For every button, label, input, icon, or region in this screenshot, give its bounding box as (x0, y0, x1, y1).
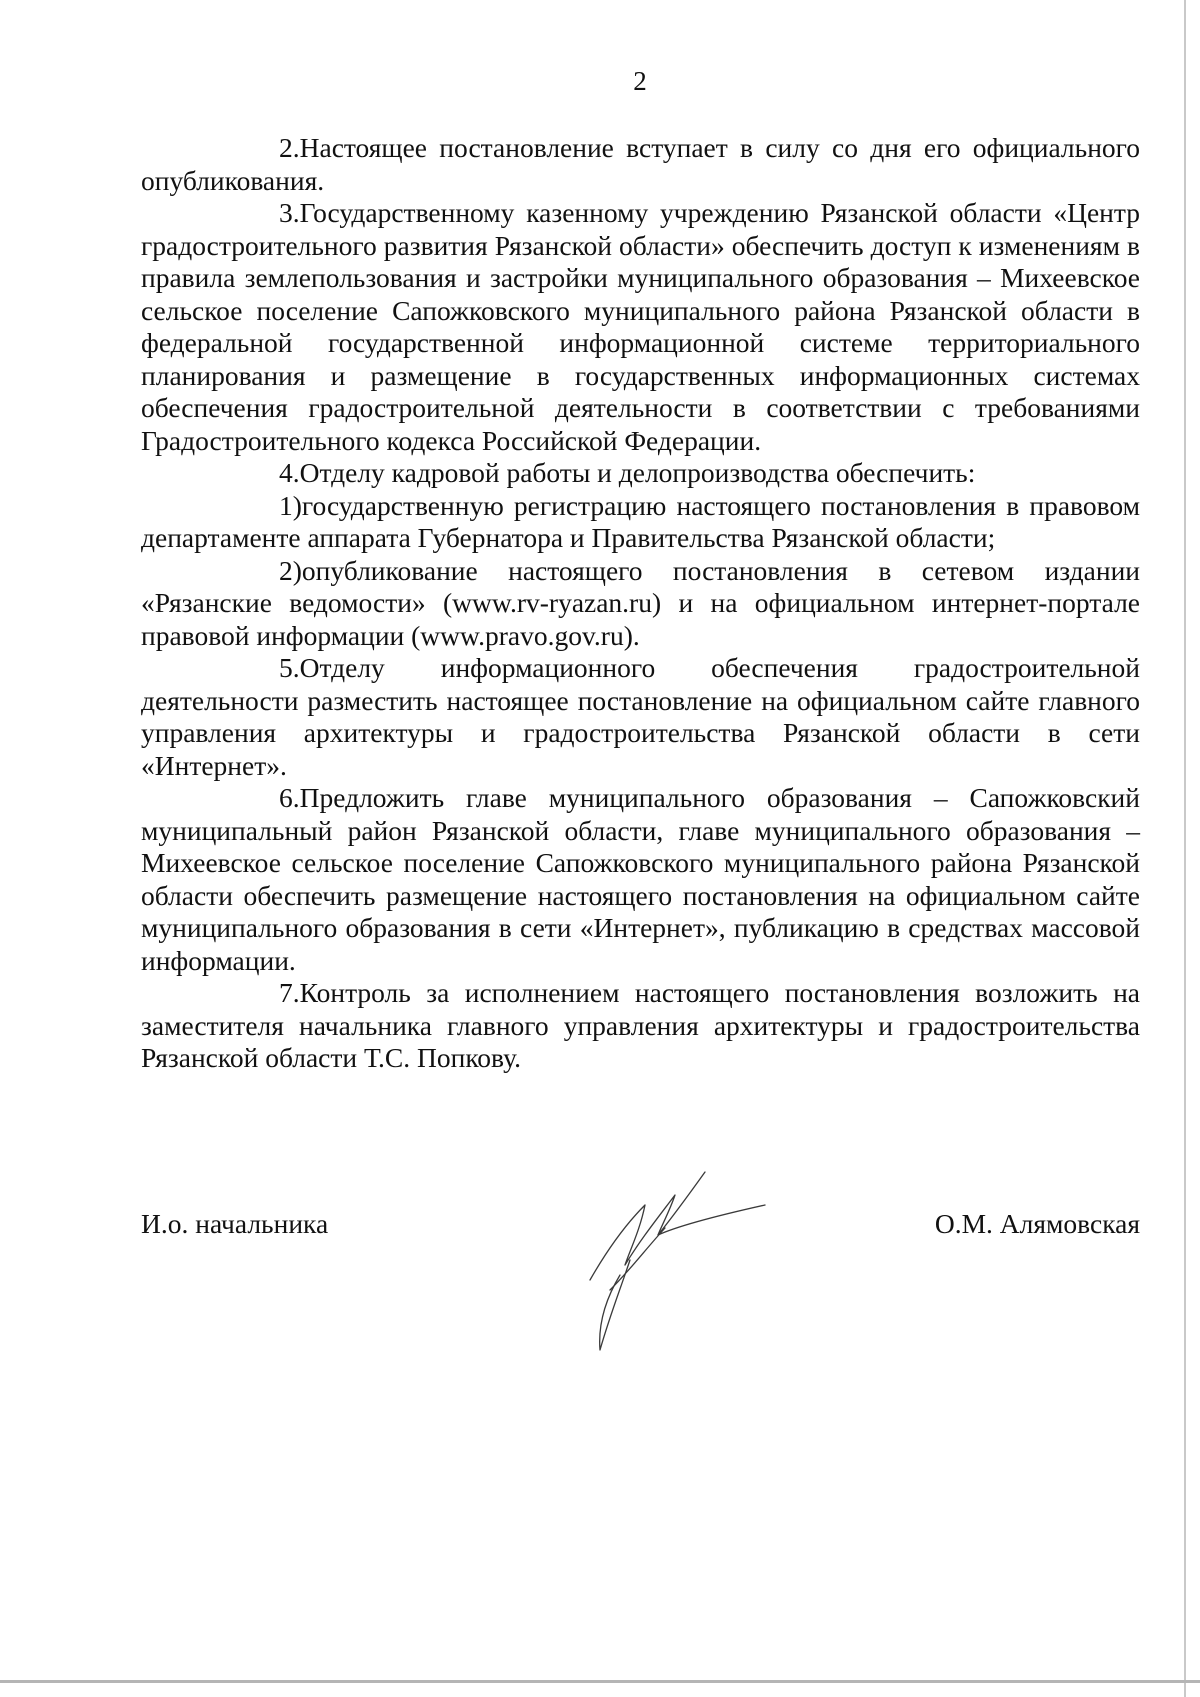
handwritten-signature (570, 1150, 810, 1360)
paragraph-4 (141, 457, 1140, 490)
paragraph-text: Отделу кадровой работы и делопроизводства обеспечить: (299, 457, 976, 488)
paragraph-7 (141, 977, 1140, 1075)
signatory-name: О.М. Алямовская (934, 1208, 1140, 1239)
paragraph-number: 2. (279, 132, 300, 163)
paragraph-text: Настоящее постановление вступает в силу со дня его официального опубликования. (141, 132, 1140, 196)
paragraph-text: государственную регистрацию настоящего постановления в правовом департаменте аппарата Губернатора и Правительства Рязанской области; (141, 489, 1140, 553)
paragraph-5 (141, 652, 1140, 782)
paragraph-text: Государственному казенному учреждению Рязанской области «Центр градостроительного развития Рязанской области» обеспечить доступ к изменениям в правила землепользования и застройки муниципального образования – Михеевское сельское поселение Сапожковского муниципального района Рязанской области в федеральной государственной информационной системе территориального планирования и размещение в государственных информационных системах обеспечения градостроительной деятельности в соответствии с требованиями Градостроительного кодекса Российской Федерации. (141, 197, 1140, 456)
paragraph-text: опубликование настоящего постановления в сетевом издании «Рязанские ведомости» (www.rv-ryazan.ru) и на официальном интернет-портале правовой информации (www.pravo.gov.ru). (141, 554, 1140, 651)
paragraph-text: Предложить главе муниципального образования – Сапожковский муниципальный район Рязанской области, главе муниципального образования – Михеевское сельское поселение Сапожковского муниципального района Рязанской области обеспечить размещение настоящего постановления на официальном сайте муниципального образования в сети «Интернет», публикацию в средствах массовой информации. (141, 782, 1140, 976)
paragraph-number: 3. (279, 197, 300, 228)
paragraph-3 (141, 197, 1140, 457)
paragraph-number: 6. (279, 782, 300, 813)
signature-strokes (590, 1172, 765, 1350)
paragraph-number: 4. (279, 457, 300, 488)
subparagraph-2 (141, 555, 1140, 653)
paragraph-text: Контроль за исполнением настоящего постановления возложить на заместителя начальника главного управления архитектуры и градостроительства Рязанской области Т.С. Попкову. (141, 977, 1140, 1073)
paragraph-text: Отделу информационного обеспечения градостроительной деятельности разместить настоящее постановление на официальном сайте главного управления архитектуры и градостроительства Рязанской области в сети «Интернет». (141, 652, 1140, 781)
paragraph-number: 2) (279, 554, 302, 586)
page-number: 2 (633, 66, 647, 96)
paragraph-number: 1) (279, 489, 302, 521)
paragraph-number: 5. (279, 652, 300, 683)
paragraph-number: 7. (279, 977, 300, 1008)
subparagraph-1 (141, 490, 1140, 555)
paragraph-6 (141, 782, 1140, 977)
signatory-title: И.о. начальника (141, 1208, 329, 1239)
document-body (141, 132, 1140, 1075)
scan-bottom-edge (0, 1680, 1200, 1683)
paragraph-2 (141, 132, 1140, 197)
scan-right-edge (1184, 0, 1186, 1697)
